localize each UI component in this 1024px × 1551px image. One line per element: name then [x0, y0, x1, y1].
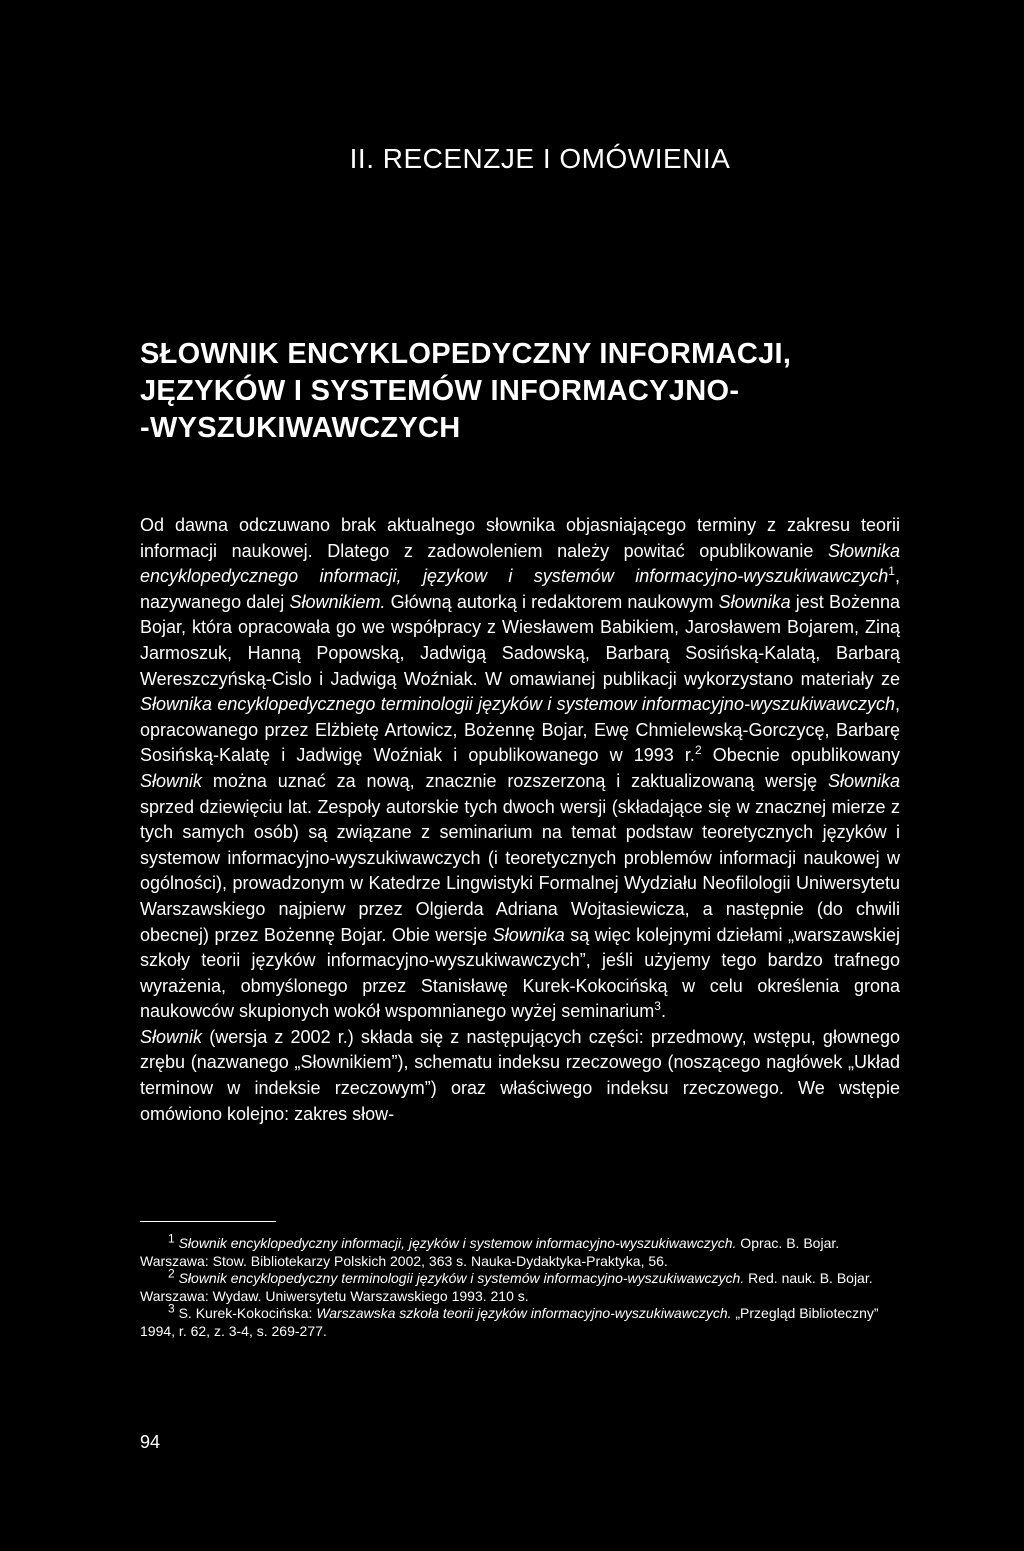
- text-run: są więc kolejnymi dziełami „warszawskiej szkoły teorii języków informacyjno-wyszukiwawczych”, jeśli użyjemy tego bardzo trafnego wyrażenia, obmyślonego przez Stanisławę Kurek-Kokocińską w celu określenia grona naukowców skupionych wokół wspomnianego wyżej seminarium: [140, 924, 900, 1022]
- text-run: (wersja z 2002 r.) składa się z następujących części: przedmowy, wstępu, głownego zrębu (nazwanego „Słownikiem”), schematu indeksu rzeczowego (noszącego nagłówek „Układ terminow w indeksie rzeczowym”) oraz właściwego indeksu rzeczowego. We wstępie omówiono kolejno: zakres słow-: [140, 1026, 900, 1124]
- section-heading: II. RECENZJE I OMÓWIENIA: [349, 143, 731, 174]
- text-run: , opracowanego przez Elżbietę Artowicz, Bożennę Bojar, Ewę Chmielewską-Gorczycę, Barbarę Sosińską-Kalatę i Jadwigę Woźniak i opublikowanego w 1993 r.: [140, 694, 900, 766]
- paragraph-2: [140, 1025, 900, 1127]
- article-title: [140, 336, 900, 447]
- article-body: [140, 513, 900, 1127]
- footnote-2: [140, 1266, 900, 1305]
- cited-title: Słownika encyklopedycznego terminologii języków i systemow informacyjno-wyszukiwawczych: [140, 694, 895, 715]
- text-run: można uznać za nową, znacznie rozszerzoną i zaktualizowaną wersję: [202, 770, 828, 791]
- article-title-line-2: JĘZYKÓW I SYSTEMÓW INFORMACYJNO-: [140, 375, 740, 407]
- article-title-line-3: -WYSZUKIWAWCZYCH: [140, 412, 461, 444]
- footnote-number: 3: [168, 1301, 175, 1316]
- article-title-line-1: SŁOWNIK ENCYKLOPEDYCZNY INFORMACJI,: [140, 338, 792, 370]
- text-run: Od dawna odczuwano brak aktualnego słownika objasniającego terminy z zakresu teorii informacji naukowej. Dlatego z zadowoleniem należy powitać opublikowanie: [140, 515, 900, 561]
- page-number: 94: [140, 1432, 161, 1452]
- text-run: .: [660, 1001, 666, 1022]
- footnote-text: „Przegląd Biblioteczny” 1994, r. 62, z. 3-4, s. 269-277.: [140, 1305, 879, 1339]
- footnote-text: Oprac. B. Bojar. Warszawa: Stow. Bibliotekarzy Polskich 2002, 363 s. Nauka-Dydaktyka-Praktyka, 56.: [140, 1235, 840, 1269]
- footnote-ref-1[interactable]: 1: [888, 564, 895, 579]
- footnote-divider: [140, 1221, 276, 1222]
- paragraph-1: [140, 513, 900, 1025]
- footnote-3: [140, 1301, 900, 1340]
- cited-title: Słownika: [492, 924, 565, 945]
- footnote-ref-2[interactable]: 2: [694, 743, 702, 758]
- footnotes: [140, 1231, 900, 1340]
- footnote-number: 2: [168, 1266, 175, 1281]
- text-run: jest Bożenna Bojar, która opracowała go we współpracy z Wiesławem Babikiem, Jarosławem Bojarem, Ziną Jarmoszuk, Hanną Popowską, Jadwigą Sadowską, Barbarą Sosińską-Kalatą, Barbarą Wereszczyńską-Cislo i Jadwigą Woźniak. W omawianej publikacji wykorzystano materiały ze: [140, 591, 901, 689]
- footnote-title: Słownik encyklopedyczny terminologii języków i systemów informacyjno-wyszukiwawczych.: [178, 1270, 745, 1286]
- footnote-title: Słownik encyklopedyczny informacji, języków i systemow informacyjno-wyszukiwawczych.: [178, 1235, 737, 1251]
- footnote-text: S. Kurek-Kokocińska:: [174, 1305, 317, 1321]
- footnote-ref-3[interactable]: 3: [654, 999, 661, 1014]
- footnote-text: Red. nauk. B. Bojar. Warszawa: Wydaw. Uniwersytetu Warszawskiego 1993. 210 s.: [140, 1270, 873, 1304]
- cited-title: Słownika: [827, 770, 900, 791]
- text-run: Główną autorką i redaktorem naukowym: [385, 591, 719, 612]
- cited-title: Słownik: [140, 1026, 203, 1047]
- text-run: sprzed dziewięciu lat. Zespoły autorskie tych dwoch wersji (składające się w znacznej mierze z tych samych osób) są związane z seminarium na temat podstaw teoretycznych języków i systemow informacyjno-wyszukiwawczych (i teoretycznych problemów informacji naukowej w ogólności), prowadzonym w Katedrze Lingwistyki Formalnej Wydziału Neofilologii Uniwersytetu Warszawskiego najpierw przez Olgierda Adriana Wojtasiewicza, a następnie (do chwili obecnej) przez Bożennę Bojar. Obie wersje: [140, 796, 900, 945]
- text-run: Obecnie opublikowany: [701, 745, 900, 766]
- text-run: , nazywanego dalej: [140, 566, 900, 612]
- cited-title: Słownik: [140, 770, 203, 791]
- footnote-1: [140, 1231, 900, 1270]
- cited-title: Słownikiem.: [289, 591, 386, 612]
- footnote-number: 1: [168, 1231, 175, 1246]
- footnote-title: Warszawska szkoła teorii języków informacyjno-wyszukiwawczych.: [316, 1305, 732, 1321]
- cited-title: Słownika encyklopedycznego informacji, językow i systemów informacyjno-wyszukiwawczych: [140, 540, 900, 587]
- cited-title: Słownika: [718, 591, 791, 612]
